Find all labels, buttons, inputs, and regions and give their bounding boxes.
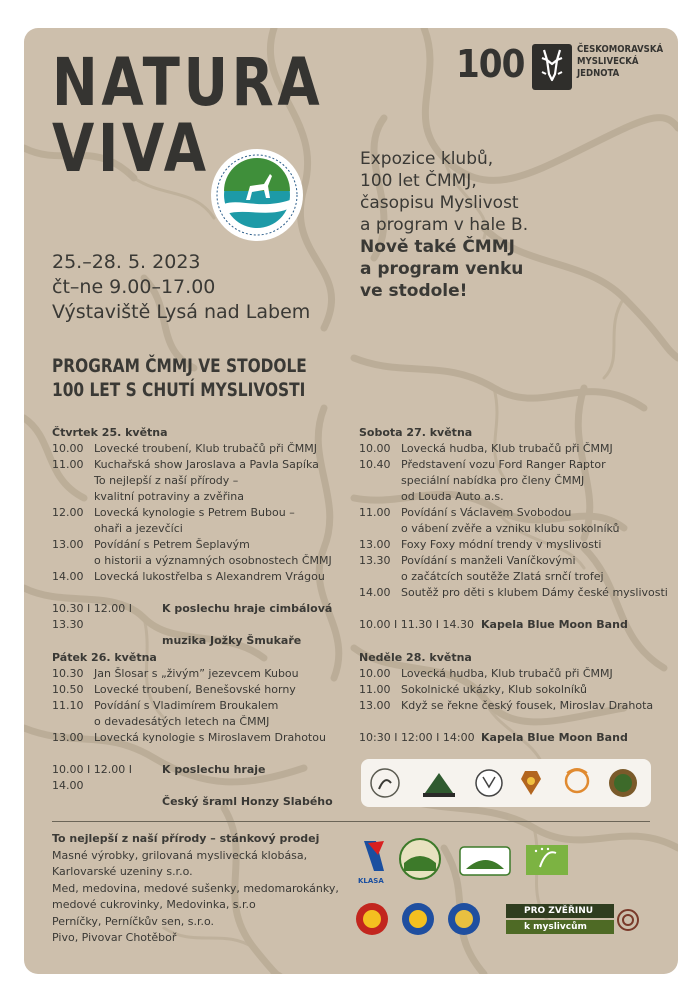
event-dates: 25.–28. 5. 2023 bbox=[52, 251, 201, 273]
item-text: Foxy Foxy módní trendy v myslivosti bbox=[401, 538, 602, 551]
pgi-seal-icon bbox=[402, 903, 434, 935]
item-subline: speciální nabídka pro členy ČMMJ bbox=[401, 474, 585, 487]
club-logo-icon bbox=[521, 771, 541, 795]
item-subline: od Louda Auto a.s. bbox=[401, 490, 504, 503]
czech-product-logo-icon bbox=[460, 847, 510, 875]
club-logo-icon bbox=[371, 769, 399, 797]
natura-viva-emblem bbox=[210, 148, 304, 242]
item-text: Lovecká hudba, Klub trubačů při ČMMJ bbox=[401, 442, 613, 455]
expo-bold-line: Nově také ČMMJ bbox=[360, 237, 515, 257]
program-item bbox=[359, 698, 669, 714]
day-title: Neděle 28. května bbox=[359, 651, 472, 664]
event-hours: čt–ne 9.00–17.00 bbox=[52, 276, 216, 298]
program-item bbox=[52, 730, 352, 746]
item-text: Lovecká hudba, Klub trubačů při ČMMJ bbox=[401, 667, 613, 680]
program-item bbox=[52, 666, 352, 682]
club-logo-icon bbox=[423, 773, 455, 797]
shop-line: Karlovarské uzeniny s.r.o. bbox=[52, 865, 193, 878]
item-text: Soutěž pro děti s klubem Dámy české myslivosti bbox=[401, 586, 668, 599]
item-subline: o devadesátých letech na ČMMJ bbox=[94, 715, 270, 728]
item-time: 14.00 bbox=[52, 570, 84, 583]
expo-description bbox=[360, 148, 528, 302]
band-text: Kapela Blue Moon Band bbox=[481, 731, 628, 744]
band-text: Kapela Blue Moon Band bbox=[481, 618, 628, 631]
item-time: 13.00 bbox=[359, 538, 391, 551]
program-saturday bbox=[359, 425, 669, 633]
item-time: 13.00 bbox=[359, 699, 391, 712]
pdo-seal-icon bbox=[356, 903, 388, 935]
program-item bbox=[359, 441, 669, 457]
event-venue: Výstaviště Lysá nad Labem bbox=[52, 301, 311, 323]
program-item bbox=[359, 537, 669, 553]
day-title: Čtvrtek 25. května bbox=[52, 426, 168, 439]
item-text: Sokolnické ukázky, Klub sokolníků bbox=[401, 683, 587, 696]
pro-zverinu-line2: k myslivcům bbox=[506, 920, 614, 934]
eu-organic-leaf-icon bbox=[526, 845, 568, 875]
klasa-logo-icon bbox=[358, 841, 384, 885]
program-item bbox=[52, 569, 352, 585]
band-text-line2: Český šraml Honzy Slabého bbox=[162, 795, 333, 808]
expo-line: 100 let ČMMJ, bbox=[360, 171, 477, 191]
band-times: 10.00 I 12.00 I 14.00 bbox=[52, 763, 132, 792]
pro-zverinu-badge bbox=[506, 904, 614, 934]
band-times: 10:30 I 12:00 I 14:00 bbox=[359, 731, 475, 744]
program-friday bbox=[52, 650, 352, 810]
expo-bold-line: ve stodole! bbox=[360, 281, 468, 301]
item-time: 10.00 bbox=[52, 442, 84, 455]
band-text: K poslechu hraje cimbálová bbox=[162, 602, 333, 615]
program-item bbox=[359, 666, 669, 682]
program-item bbox=[52, 537, 352, 553]
day-title: Pátek 26. května bbox=[52, 651, 157, 664]
item-time: 11.00 bbox=[359, 683, 391, 696]
org-name-line: JEDNOTA bbox=[577, 68, 620, 79]
item-time: 13.30 bbox=[359, 554, 391, 567]
band-times: 10.30 I 12.00 I 13.30 bbox=[52, 602, 132, 631]
org-name-line: MYSLIVECKÁ bbox=[577, 56, 639, 67]
program-heading-line2: 100 LET S CHUTÍ MYSLIVOSTI bbox=[52, 379, 306, 401]
program-item bbox=[359, 505, 669, 521]
club-logo-icon bbox=[476, 770, 502, 796]
section-divider bbox=[52, 821, 650, 822]
item-text: Lovecké troubení, Benešovské horny bbox=[94, 683, 296, 696]
item-subline: ohaři a jezevčíci bbox=[94, 522, 183, 535]
club-logos bbox=[361, 759, 651, 807]
item-text: Když se řekne český fousek, Miroslav Drahota bbox=[401, 699, 654, 712]
program-heading-line1: PROGRAM ČMMJ VE STODOLE bbox=[52, 355, 307, 377]
program-item bbox=[359, 585, 669, 601]
event-poster bbox=[24, 28, 678, 974]
expo-line: Expozice klubů, bbox=[360, 149, 494, 169]
day-title: Sobota 27. května bbox=[359, 426, 473, 439]
program-sunday bbox=[359, 650, 669, 746]
klasa-label: KLASA bbox=[358, 877, 384, 885]
band-text: K poslechu hraje bbox=[162, 763, 266, 776]
shop-line: Perníčky, Perníčkův sen, s.r.o. bbox=[52, 914, 215, 928]
item-time: 12.00 bbox=[52, 506, 84, 519]
band-text-line2: muzika Jožky Šmukaře bbox=[162, 634, 302, 647]
shop-line: medové cukrovinky, Medovinka, s.r.o bbox=[52, 898, 256, 911]
item-time: 13.00 bbox=[52, 538, 84, 551]
target-ring-icon bbox=[616, 908, 640, 932]
shop-line: Med, medovina, medové sušenky, medomarokánky, bbox=[52, 881, 339, 895]
item-time: 14.00 bbox=[359, 586, 391, 599]
item-text: Povídání s Vladimírem Broukalem bbox=[94, 699, 279, 712]
expo-line: a program v hale B. bbox=[360, 215, 529, 235]
regional-food-logo-icon bbox=[400, 839, 440, 879]
item-text: Lovecká lukostřelba s Alexandrem Vrágou bbox=[94, 570, 325, 583]
tsg-seal-icon bbox=[448, 903, 480, 935]
program-item bbox=[52, 441, 352, 457]
item-time: 11.10 bbox=[52, 699, 84, 712]
item-time: 10.40 bbox=[359, 458, 391, 471]
anniversary-number: 100 bbox=[456, 42, 525, 86]
shop-section bbox=[52, 831, 339, 947]
org-name bbox=[577, 44, 663, 80]
item-subline: To nejlepší z naší přírody – bbox=[94, 474, 239, 487]
item-time: 10.50 bbox=[52, 683, 84, 696]
item-text: Lovecká kynologie s Miroslavem Drahotou bbox=[94, 731, 326, 744]
item-subline: o historii a významných osobnostech ČMMJ bbox=[94, 554, 332, 567]
item-text: Povídání s manželi Vaníčkovými bbox=[401, 554, 576, 567]
item-subline: o vábení zvěře a vzniku klubu sokolníků bbox=[401, 522, 620, 535]
program-item bbox=[359, 682, 669, 698]
item-text: Představení vozu Ford Ranger Raptor bbox=[401, 458, 606, 471]
expo-line: časopisu Myslivost bbox=[360, 193, 519, 213]
event-info bbox=[52, 250, 310, 325]
program-item bbox=[52, 457, 352, 473]
program-thursday bbox=[52, 425, 352, 649]
item-text: Povídání s Petrem Šeplavým bbox=[94, 538, 250, 551]
band-times: 10.00 I 11.30 I 14.30 bbox=[359, 618, 474, 631]
program-item bbox=[52, 505, 352, 521]
poster-title-line2: VIVA bbox=[52, 110, 210, 187]
program-item bbox=[52, 682, 352, 698]
pro-zverinu-line1: PRO ZVĚŘINU bbox=[506, 904, 614, 918]
item-text: Lovecké troubení, Klub trubačů při ČMMJ bbox=[94, 442, 318, 455]
item-time: 10.00 bbox=[359, 442, 391, 455]
shop-line: Pivo, Pivovar Chotěboř bbox=[52, 931, 177, 944]
club-logo-icon bbox=[566, 769, 588, 792]
band-item bbox=[52, 601, 352, 633]
program-item bbox=[52, 698, 352, 714]
program-heading bbox=[52, 354, 307, 402]
expo-bold-line: a program venku bbox=[360, 259, 524, 279]
item-text: Jan Šlosar s „živým” jezevcem Kubou bbox=[94, 667, 299, 680]
org-name-line: ČESKOMORAVSKÁ bbox=[577, 44, 664, 55]
item-subline: o začátcích soutěže Zlatá srnčí trofej bbox=[401, 570, 604, 583]
item-time: 11.00 bbox=[359, 506, 391, 519]
item-text: Lovecká kynologie s Petrem Bubou – bbox=[94, 506, 295, 519]
shop-line: Masné výrobky, grilovaná myslivecká klobása, bbox=[52, 848, 308, 862]
item-time: 11.00 bbox=[52, 458, 84, 471]
shop-heading: To nejlepší z naší přírody – stánkový prodej bbox=[52, 832, 320, 845]
band-item bbox=[359, 617, 669, 633]
band-item bbox=[359, 730, 669, 746]
program-item bbox=[359, 457, 669, 473]
deer-head-icon bbox=[532, 44, 572, 90]
item-time: 13.00 bbox=[52, 731, 84, 744]
band-item bbox=[52, 762, 352, 794]
club-logo-icon bbox=[609, 769, 637, 797]
club-logos-strip bbox=[361, 759, 651, 807]
item-text: Povídání s Václavem Svobodou bbox=[401, 506, 572, 519]
item-text: Kuchařská show Jaroslava a Pavla Sapíka bbox=[94, 458, 319, 471]
item-subline: kvalitní potraviny a zvěřina bbox=[94, 490, 244, 503]
program-item bbox=[359, 553, 669, 569]
item-time: 10.30 bbox=[52, 667, 84, 680]
item-time: 10.00 bbox=[359, 667, 391, 680]
poster-title-line1: NATURA bbox=[52, 44, 324, 121]
